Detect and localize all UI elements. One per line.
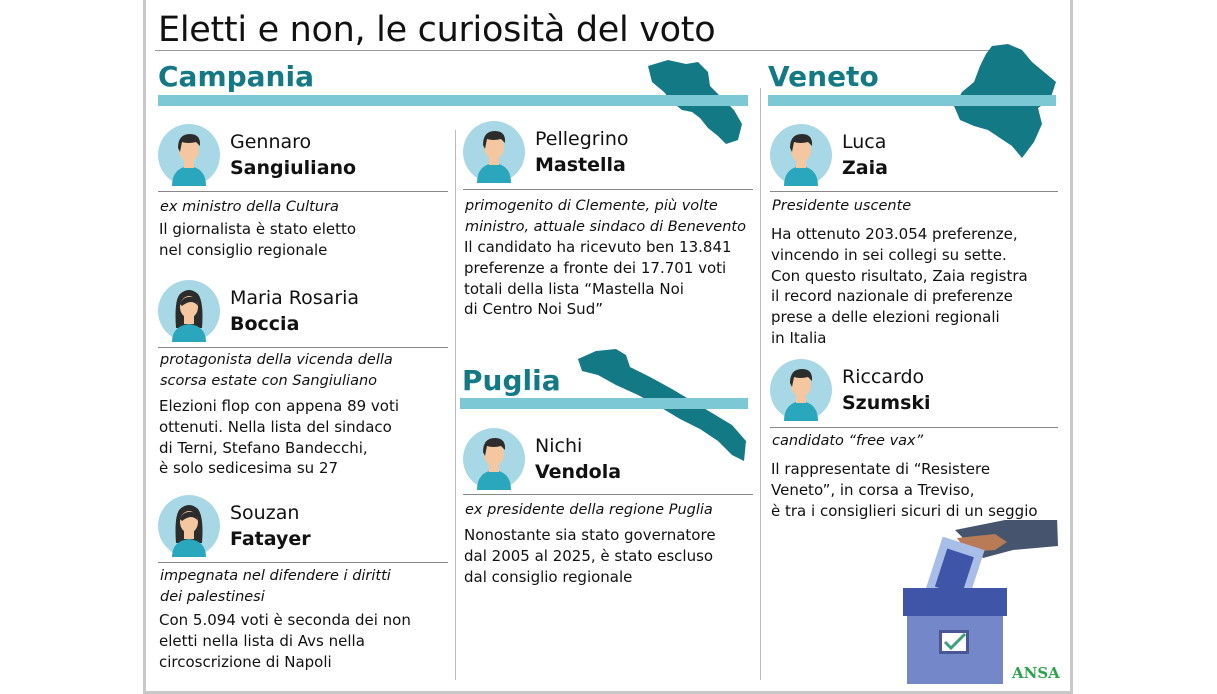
person-description: Il candidato ha ricevuto ben 13.841 preferenze a fronte dei 17.701 voti totali della lista “Mastella Noi di Centro Noi Sud”	[464, 238, 732, 319]
avatar-icon	[463, 428, 525, 490]
person-description: Elezioni flop con appena 89 voti ottenuti. Nella lista del sindaco di Terni, Stefano Bandecchi, è solo sedicesima su 27	[159, 397, 400, 478]
person-last-name: Vendola	[535, 461, 622, 483]
person-first-name: Maria Rosaria	[230, 287, 360, 309]
person-last-name: Boccia	[230, 313, 300, 335]
person-first-name: Riccardo	[842, 366, 925, 388]
person-first-name: Souzan	[230, 502, 300, 524]
avatar-icon	[158, 495, 220, 557]
person-divider	[463, 189, 753, 190]
person-role: Presidente uscente	[772, 198, 912, 214]
person-last-name: Sangiuliano	[230, 157, 357, 179]
person-last-name: Fatayer	[230, 528, 311, 550]
person-description: Nonostante sia stato governatore dal 2005 al 2025, è stato escluso dal consiglio regionale	[464, 526, 716, 586]
person-first-name: Pellegrino	[535, 128, 629, 150]
person-role: candidato “free vax”	[772, 433, 924, 449]
person-first-name: Gennaro	[230, 131, 312, 153]
person-first-name: Luca	[842, 131, 887, 153]
avatar-icon	[463, 121, 525, 183]
person-description: Con 5.094 voti è seconda dei non eletti nella lista di Avs nella circoscrizione di Napoli	[159, 611, 411, 671]
region-heading-veneto: Veneto	[768, 60, 879, 93]
campania-bar	[158, 95, 748, 106]
person-divider	[158, 347, 448, 348]
region-heading-puglia: Puglia	[462, 364, 561, 397]
avatar-icon	[770, 359, 832, 421]
ballot-box-illustration	[895, 520, 1065, 685]
page-title: Eletti e non, le curiosità del voto	[158, 10, 716, 50]
region-heading-campania: Campania	[158, 60, 314, 93]
person-last-name: Szumski	[842, 392, 931, 414]
person-role: ex presidente della regione Puglia	[465, 502, 713, 518]
person-description: Il giornalista è stato eletto nel consiglio regionale	[159, 220, 357, 259]
person-description: Ha ottenuto 203.054 preferenze, vincendo in sei collegi su sette. Con questo risultato, Zaia registra il record nazionale di preferenze prese a delle elezioni regionali in Italia	[771, 225, 1028, 347]
person-role: ex ministro della Cultura	[160, 199, 339, 215]
avatar-icon	[770, 124, 832, 186]
ansa-logo: ANSA	[1012, 664, 1060, 682]
person-role: protagonista della vicenda della scorsa estate con Sangiuliano	[160, 352, 393, 389]
person-divider	[158, 191, 448, 192]
avatar-icon	[158, 124, 220, 186]
avatar-icon	[158, 280, 220, 342]
person-role: impegnata nel difendere i diritti dei palestinesi	[160, 568, 391, 605]
column-divider	[760, 88, 761, 680]
column-divider	[455, 130, 456, 680]
person-description: Il rappresentate di “Resistere Veneto”, in corsa a Treviso, è tra i consiglieri sicuri di un seggio	[771, 460, 1038, 520]
person-last-name: Mastella	[535, 154, 626, 176]
veneto-bar	[768, 95, 1056, 106]
title-divider	[155, 50, 1000, 51]
person-divider	[158, 562, 448, 563]
person-role: primogenito di Clemente, più volte ministro, attuale sindaco di Benevento	[465, 198, 746, 235]
person-divider	[770, 427, 1058, 428]
person-first-name: Nichi	[535, 435, 583, 457]
person-divider	[770, 191, 1058, 192]
person-divider	[463, 494, 753, 495]
person-last-name: Zaia	[842, 157, 888, 179]
puglia-bar	[460, 398, 748, 409]
